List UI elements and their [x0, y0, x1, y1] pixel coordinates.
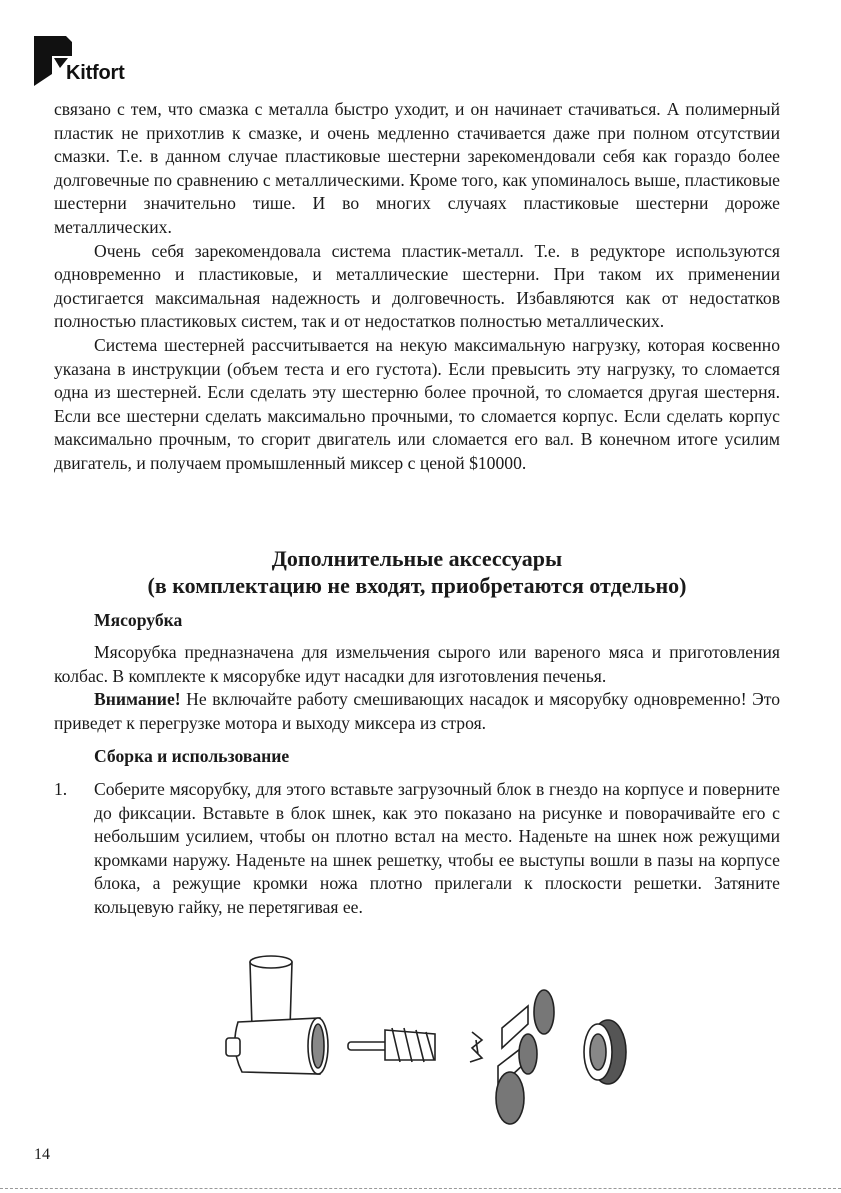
paragraph-gear-system: Система шестерней рассчитывается на некую максимальную нагрузку, которая косвенно указана в инструкции (объем теста и его густота). Если превысить эту нагрузку, то сломается одна из шестерней. Если сделать эту шестерню более прочной, то сломается другая шестерня. Если все шестерни сделать максимально прочными, то сломается корпус. Если сделать корпус максимально прочным, то сгорит двигатель или сломается его вал. В конечном итоге усилим двигатель, и получаем промышленный миксер с ценой $10000.	[54, 334, 780, 473]
assembly-title: Сборка и использование	[94, 746, 290, 767]
list-item	[54, 778, 780, 920]
meat-grinder-illustration	[220, 950, 640, 1135]
paragraph-continuation: связано с тем, что смазка с металла быстро уходит, и он начинает стачиваться. А полимерный пластик не прихотлив к смазке, и очень медленно стачивается даже при полном отсутствии смазки. Т.е. в данном случае пластиковые шестерни зарекомендовали себя как гораздо более долговечные по сравнению с металлическими. Кроме того, как упоминалось выше, пластиковые шестерни значительно тише. И во многих случаях пластиковые шестерни дороже металлических.	[54, 99, 780, 237]
warning-label: Внимание!	[94, 689, 181, 710]
page-content	[54, 98, 780, 920]
warning-paragraph	[54, 688, 780, 735]
warning-text: Не включайте работу смешивающих насадок и мясорубку одновременно! Это приведет к перегрузке мотора и выходу миксера из строя.	[54, 689, 780, 733]
section-spacer	[54, 476, 780, 545]
section-title: Дополнительные аксессуары	[271, 545, 563, 571]
list-text: Соберите мясорубку, для этого вставьте загрузочный блок в гнездо на корпусе и поверните до фиксации. Вставьте в блок шнек, как это показано на рисунке и поворачивайте его с небольшим усилием, чтобы он плотно встал на место. Наденьте на шнек нож режущими кромками наружу. Наденьте на шнек решетку, чтобы ее выступы вошли в пазы на корпусе блока, а режущие кромки ножа плотно прилегали к плоскости решетки. Затяните кольцевую гайку, не перетягивая ее.	[94, 779, 780, 918]
logo-text: Kitfort	[66, 62, 125, 84]
meat-grinder-intro: Мясорубка предназначена для измельчения сырого или вареного мяса и приготовления колбас. В комплекте к мясорубке идут насадки для изготовления печенья.	[54, 642, 780, 686]
list-number: 1.	[54, 779, 68, 800]
section-title-note: (в комплектацию не входят, приобретаются отдельно)	[147, 572, 687, 598]
subsection-title-meat-grinder: Мясорубка	[94, 609, 183, 630]
paragraph-plastic-metal: Очень себя зарекомендовала система пластик-металл. Т.е. в редукторе используются одновременно и пластиковые, и металлические шестерни. При таком их применении достигается максимальная надежность и долговечность. Избавляются как от недостатков полностью пластиковых систем, так и от недостатков полностью металлических.	[54, 240, 780, 332]
page-number: 14	[34, 1146, 50, 1163]
bottom-rule	[0, 1188, 841, 1189]
